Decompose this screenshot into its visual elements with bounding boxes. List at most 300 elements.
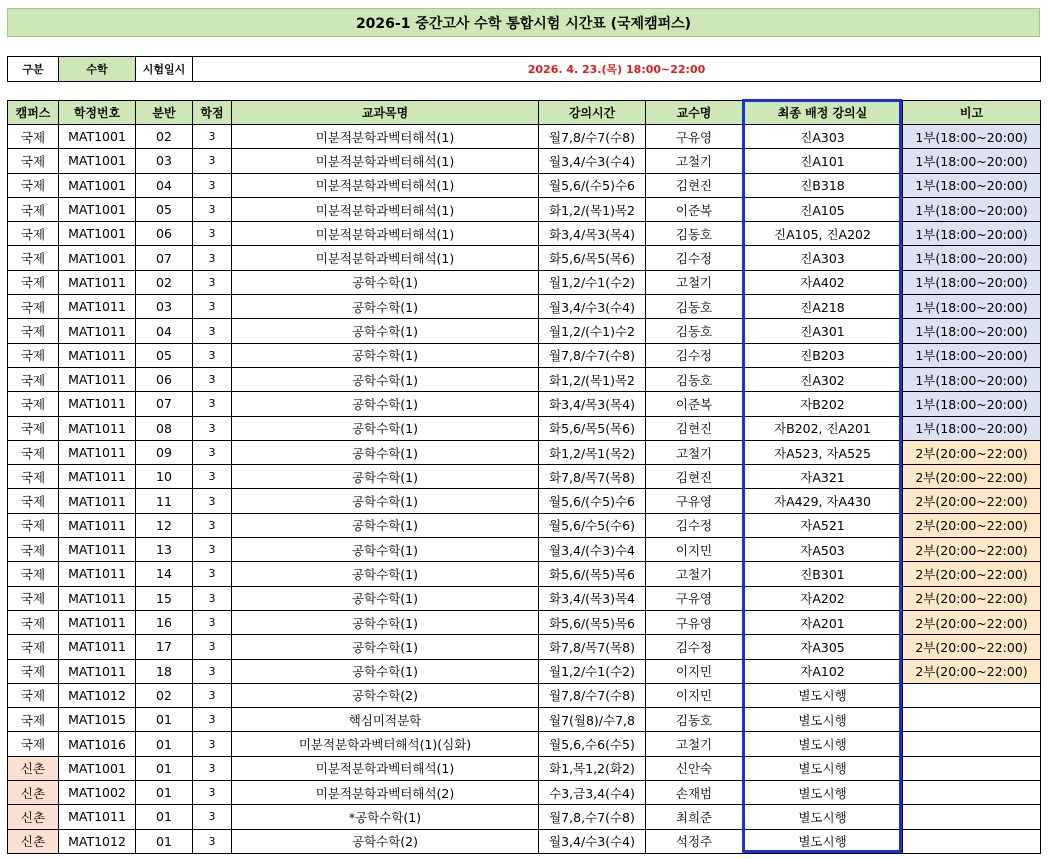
note-cell: 1부(18:00~20:00) [903,222,1041,246]
course-code-cell: MAT1011 [59,489,136,513]
lecture-time-cell: 화5,6/(목5)목6 [539,562,646,586]
campus-cell: 국제 [8,367,59,391]
table-row [8,829,1041,853]
table-row [8,295,1041,319]
table-row [8,781,1041,805]
final-room-cell: 별도시행 [743,683,903,707]
credit-cell: 3 [193,319,232,343]
course-name-cell: 공학수학(1) [232,392,539,416]
lecture-time-cell: 월5,6,수6(수5) [539,732,646,756]
final-room-cell: 자A503 [743,538,903,562]
table-row [8,416,1041,440]
credit-cell: 3 [193,270,232,294]
lecture-time-cell: 화5,6/(목5)목6 [539,610,646,634]
note-cell: 2부(20:00~22:00) [903,440,1041,464]
course-code-cell: MAT1011 [59,392,136,416]
section-cell: 15 [136,586,193,610]
course-code-cell: MAT1002 [59,781,136,805]
campus-cell: 국제 [8,173,59,197]
section-cell: 01 [136,756,193,780]
note-cell: 2부(20:00~22:00) [903,610,1041,634]
final-room-cell: 별도시행 [743,805,903,829]
note-cell: 1부(18:00~20:00) [903,246,1041,270]
credit-cell: 3 [193,392,232,416]
note-cell: 1부(18:00~20:00) [903,416,1041,440]
credit-cell: 3 [193,708,232,732]
section-cell: 06 [136,367,193,391]
professor-cell: 김동호 [646,295,743,319]
table-row [8,173,1041,197]
course-name-cell: 공학수학(1) [232,513,539,537]
campus-cell: 국제 [8,732,59,756]
final-room-cell: 자A305 [743,635,903,659]
course-name-cell: 공학수학(1) [232,295,539,319]
campus-cell: 국제 [8,416,59,440]
table-row [8,319,1041,343]
credit-cell: 3 [193,222,232,246]
campus-cell: 국제 [8,222,59,246]
table-row [8,440,1041,464]
credit-cell: 3 [193,416,232,440]
credit-cell: 3 [193,610,232,634]
course-code-cell: MAT1011 [59,635,136,659]
campus-cell: 국제 [8,659,59,683]
course-code-cell: MAT1001 [59,197,136,221]
professor-cell: 고철기 [646,270,743,294]
final-room-cell: 별도시행 [743,781,903,805]
course-name-cell: 미분적분학과벡터해석(1) [232,246,539,270]
final-room-cell: 자A321 [743,465,903,489]
exam-info-table [7,56,1041,82]
course-code-cell: MAT1011 [59,465,136,489]
credit-cell: 3 [193,805,232,829]
lecture-time-cell: 월7,8/수7(수8) [539,343,646,367]
course-code-cell: MAT1011 [59,343,136,367]
note-cell: 2부(20:00~22:00) [903,659,1041,683]
credit-cell: 3 [193,343,232,367]
section-cell: 17 [136,635,193,659]
lecture-time-cell: 수3,금3,4(수4) [539,781,646,805]
table-row [8,367,1041,391]
course-code-cell: MAT1001 [59,149,136,173]
section-cell: 18 [136,659,193,683]
schedule-table [7,100,1041,854]
campus-cell: 국제 [8,440,59,464]
professor-cell: 이지민 [646,659,743,683]
course-name-cell: 공학수학(1) [232,489,539,513]
lecture-time-cell: 월3,4/(수3)수4 [539,538,646,562]
professor-cell: 신안숙 [646,756,743,780]
final-room-cell: 진A105 [743,197,903,221]
course-name-cell: *공학수학(1) [232,805,539,829]
note-cell: 1부(18:00~20:00) [903,270,1041,294]
course-code-cell: MAT1001 [59,173,136,197]
final-room-cell: 별도시행 [743,732,903,756]
course-name-cell: 공학수학(1) [232,586,539,610]
credit-cell: 3 [193,173,232,197]
credit-cell: 3 [193,367,232,391]
course-name-cell: 공학수학(2) [232,683,539,707]
header-credit: 학점 [193,101,232,125]
table-row [8,270,1041,294]
campus-cell: 국제 [8,538,59,562]
note-cell: 2부(20:00~22:00) [903,465,1041,489]
table-row [8,465,1041,489]
course-code-cell: MAT1001 [59,125,136,149]
final-room-cell: 자A202 [743,586,903,610]
course-name-cell: 공학수학(1) [232,270,539,294]
final-room-cell: 자B202 [743,392,903,416]
category-label: 구분 [8,57,59,82]
table-body [8,125,1041,854]
credit-cell: 3 [193,683,232,707]
table-row [8,343,1041,367]
lecture-time-cell: 화1,2/목1(목2) [539,440,646,464]
final-room-cell: 별도시행 [743,829,903,853]
campus-cell: 국제 [8,149,59,173]
table-row [8,392,1041,416]
lecture-time-cell: 화3,4/목3(목4) [539,392,646,416]
professor-cell: 김수정 [646,513,743,537]
note-cell [903,732,1041,756]
professor-cell: 고철기 [646,149,743,173]
note-cell: 1부(18:00~20:00) [903,295,1041,319]
campus-cell: 국제 [8,343,59,367]
course-name-cell: 공학수학(2) [232,829,539,853]
course-code-cell: MAT1011 [59,416,136,440]
section-cell: 16 [136,610,193,634]
table-row [8,756,1041,780]
lecture-time-cell: 월1,2/(수1)수2 [539,319,646,343]
credit-cell: 3 [193,829,232,853]
course-code-cell: MAT1011 [59,513,136,537]
section-cell: 06 [136,222,193,246]
professor-cell: 김수정 [646,343,743,367]
final-room-cell: 진A302 [743,367,903,391]
campus-cell: 국제 [8,246,59,270]
section-cell: 05 [136,343,193,367]
table-row [8,246,1041,270]
course-name-cell: 공학수학(1) [232,440,539,464]
section-cell: 01 [136,732,193,756]
final-room-cell: 별도시행 [743,756,903,780]
lecture-time-cell: 화3,4/목3(목4) [539,222,646,246]
note-cell: 1부(18:00~20:00) [903,149,1041,173]
professor-cell: 김동호 [646,367,743,391]
header-course-code: 학정번호 [59,101,136,125]
final-room-cell: 진B318 [743,173,903,197]
final-room-cell: 진A101 [743,149,903,173]
course-code-cell: MAT1011 [59,295,136,319]
final-room-cell: 진B203 [743,343,903,367]
campus-cell: 신촌 [8,756,59,780]
lecture-time-cell: 월3,4/수3(수4) [539,149,646,173]
course-code-cell: MAT1001 [59,756,136,780]
final-room-cell: 진A303 [743,246,903,270]
professor-cell: 이준복 [646,197,743,221]
lecture-time-cell: 화3,4/(목3)목4 [539,586,646,610]
table-row [8,489,1041,513]
final-room-cell: 진A218 [743,295,903,319]
course-code-cell: MAT1016 [59,732,136,756]
section-cell: 08 [136,416,193,440]
section-cell: 07 [136,246,193,270]
credit-cell: 3 [193,489,232,513]
section-cell: 03 [136,149,193,173]
lecture-time-cell: 월7,8/수7(수8) [539,683,646,707]
professor-cell: 김현진 [646,173,743,197]
campus-cell: 국제 [8,489,59,513]
table-row [8,513,1041,537]
final-room-cell: 자B202, 진A201 [743,416,903,440]
final-room-cell: 진A301 [743,319,903,343]
campus-cell: 국제 [8,586,59,610]
course-code-cell: MAT1011 [59,805,136,829]
credit-cell: 3 [193,635,232,659]
section-cell: 12 [136,513,193,537]
note-cell: 1부(18:00~20:00) [903,173,1041,197]
professor-cell: 석정주 [646,829,743,853]
credit-cell: 3 [193,562,232,586]
table-row [8,659,1041,683]
section-cell: 11 [136,489,193,513]
section-cell: 04 [136,319,193,343]
course-name-cell: 미분적분학과벡터해석(1) [232,222,539,246]
table-row [8,222,1041,246]
professor-cell: 김동호 [646,319,743,343]
course-name-cell: 미분적분학과벡터해석(1) [232,173,539,197]
course-name-cell: 미분적분학과벡터해석(2) [232,781,539,805]
header-campus: 캠퍼스 [8,101,59,125]
note-cell: 1부(18:00~20:00) [903,197,1041,221]
note-cell: 2부(20:00~22:00) [903,562,1041,586]
course-name-cell: 미분적분학과벡터해석(1) [232,756,539,780]
section-cell: 10 [136,465,193,489]
course-name-cell: 공학수학(1) [232,635,539,659]
section-cell: 02 [136,125,193,149]
course-code-cell: MAT1011 [59,586,136,610]
note-cell: 1부(18:00~20:00) [903,319,1041,343]
section-cell: 02 [136,683,193,707]
section-cell: 09 [136,440,193,464]
final-room-cell: 자A523, 자A525 [743,440,903,464]
lecture-time-cell: 월7,8,수7(수8) [539,805,646,829]
course-name-cell: 공학수학(1) [232,416,539,440]
note-cell: 2부(20:00~22:00) [903,635,1041,659]
lecture-time-cell: 화1,2/(목1)목2 [539,367,646,391]
course-name-cell: 미분적분학과벡터해석(1) [232,149,539,173]
section-cell: 04 [136,173,193,197]
campus-cell: 국제 [8,683,59,707]
table-row [8,562,1041,586]
campus-cell: 국제 [8,562,59,586]
exam-info-row [8,57,1041,82]
lecture-time-cell: 월3,4/수3(수4) [539,829,646,853]
header-note: 비고 [903,101,1041,125]
table-row [8,610,1041,634]
professor-cell: 이준복 [646,392,743,416]
lecture-time-cell: 월7,8/수7(수8) [539,125,646,149]
credit-cell: 3 [193,197,232,221]
subject-cell: 수학 [59,57,136,82]
course-name-cell: 미분적분학과벡터해석(1) [232,125,539,149]
note-cell [903,756,1041,780]
course-name-cell: 공학수학(1) [232,610,539,634]
professor-cell: 이지민 [646,538,743,562]
final-room-cell: 진A303 [743,125,903,149]
exam-date-label: 시험일시 [136,57,193,82]
lecture-time-cell: 월7(월8)/수7,8 [539,708,646,732]
table-row [8,538,1041,562]
final-room-cell: 별도시행 [743,708,903,732]
professor-cell: 이지민 [646,683,743,707]
professor-cell: 구유영 [646,489,743,513]
note-cell: 2부(20:00~22:00) [903,513,1041,537]
campus-cell: 신촌 [8,781,59,805]
section-cell: 07 [136,392,193,416]
campus-cell: 국제 [8,197,59,221]
section-cell: 01 [136,708,193,732]
lecture-time-cell: 화1,2/(목1)목2 [539,197,646,221]
campus-cell: 신촌 [8,805,59,829]
table-header-row [8,101,1041,125]
campus-cell: 국제 [8,635,59,659]
credit-cell: 3 [193,246,232,270]
note-cell: 2부(20:00~22:00) [903,538,1041,562]
professor-cell: 김현진 [646,465,743,489]
section-cell: 05 [136,197,193,221]
note-cell [903,683,1041,707]
credit-cell: 3 [193,295,232,319]
campus-cell: 국제 [8,610,59,634]
lecture-time-cell: 월3,4/수3(수4) [539,295,646,319]
course-name-cell: 미분적분학과벡터해석(1)(심화) [232,732,539,756]
course-name-cell: 핵심미적분학 [232,708,539,732]
professor-cell: 최희준 [646,805,743,829]
lecture-time-cell: 화7,8/목7(목8) [539,635,646,659]
table-row [8,635,1041,659]
note-cell [903,829,1041,853]
lecture-time-cell: 화1,목1,2(화2) [539,756,646,780]
lecture-time-cell: 월5,6/수5(수6) [539,513,646,537]
note-cell: 2부(20:00~22:00) [903,489,1041,513]
professor-cell: 구유영 [646,610,743,634]
campus-cell: 국제 [8,125,59,149]
lecture-time-cell: 월5,6/(수5)수6 [539,489,646,513]
lecture-time-cell: 월1,2/수1(수2) [539,270,646,294]
lecture-time-cell: 화7,8/목7(목8) [539,465,646,489]
campus-cell: 국제 [8,319,59,343]
table-row [8,683,1041,707]
final-room-cell: 자A102 [743,659,903,683]
table-row [8,586,1041,610]
course-name-cell: 공학수학(1) [232,319,539,343]
credit-cell: 3 [193,538,232,562]
table-row [8,708,1041,732]
professor-cell: 김동호 [646,222,743,246]
course-code-cell: MAT1011 [59,659,136,683]
table-row [8,805,1041,829]
course-name-cell: 공학수학(1) [232,538,539,562]
header-professor: 교수명 [646,101,743,125]
note-cell [903,805,1041,829]
section-cell: 03 [136,295,193,319]
note-cell: 1부(18:00~20:00) [903,125,1041,149]
lecture-time-cell: 월1,2/수1(수2) [539,659,646,683]
credit-cell: 3 [193,149,232,173]
note-cell [903,781,1041,805]
professor-cell: 고철기 [646,562,743,586]
credit-cell: 3 [193,659,232,683]
credit-cell: 3 [193,756,232,780]
section-cell: 13 [136,538,193,562]
note-cell: 1부(18:00~20:00) [903,343,1041,367]
course-code-cell: MAT1011 [59,440,136,464]
lecture-time-cell: 화5,6/목5(목6) [539,416,646,440]
campus-cell: 국제 [8,708,59,732]
course-code-cell: MAT1015 [59,708,136,732]
course-name-cell: 공학수학(1) [232,367,539,391]
course-code-cell: MAT1011 [59,319,136,343]
table-row [8,149,1041,173]
professor-cell: 구유영 [646,586,743,610]
course-code-cell: MAT1011 [59,367,136,391]
campus-cell: 국제 [8,295,59,319]
final-room-cell: 자A201 [743,610,903,634]
section-cell: 01 [136,805,193,829]
course-name-cell: 공학수학(1) [232,562,539,586]
course-code-cell: MAT1012 [59,829,136,853]
header-course-name: 교과목명 [232,101,539,125]
campus-cell: 국제 [8,392,59,416]
credit-cell: 3 [193,465,232,489]
professor-cell: 김수정 [646,635,743,659]
professor-cell: 김동호 [646,708,743,732]
professor-cell: 김현진 [646,416,743,440]
course-name-cell: 공학수학(1) [232,465,539,489]
campus-cell: 국제 [8,513,59,537]
header-lecture-time: 강의시간 [539,101,646,125]
credit-cell: 3 [193,781,232,805]
header-final-room: 최종 배정 강의실 [743,101,903,125]
section-cell: 01 [136,829,193,853]
final-room-cell: 진A105, 진A202 [743,222,903,246]
page-title: 2026-1 중간고사 수학 통합시험 시간표 (국제캠퍼스) [7,8,1040,37]
lecture-time-cell: 월5,6/(수5)수6 [539,173,646,197]
note-cell: 1부(18:00~20:00) [903,392,1041,416]
course-name-cell: 공학수학(1) [232,659,539,683]
lecture-time-cell: 화5,6/목5(목6) [539,246,646,270]
course-code-cell: MAT1012 [59,683,136,707]
professor-cell: 고철기 [646,440,743,464]
professor-cell: 고철기 [646,732,743,756]
professor-cell: 김수정 [646,246,743,270]
section-cell: 02 [136,270,193,294]
final-room-cell: 자A402 [743,270,903,294]
credit-cell: 3 [193,586,232,610]
campus-cell: 국제 [8,270,59,294]
note-cell [903,708,1041,732]
course-code-cell: MAT1001 [59,246,136,270]
campus-cell: 신촌 [8,829,59,853]
course-code-cell: MAT1011 [59,610,136,634]
course-code-cell: MAT1011 [59,562,136,586]
professor-cell: 구유영 [646,125,743,149]
course-name-cell: 공학수학(1) [232,343,539,367]
credit-cell: 3 [193,440,232,464]
note-cell: 2부(20:00~22:00) [903,586,1041,610]
table-row [8,197,1041,221]
